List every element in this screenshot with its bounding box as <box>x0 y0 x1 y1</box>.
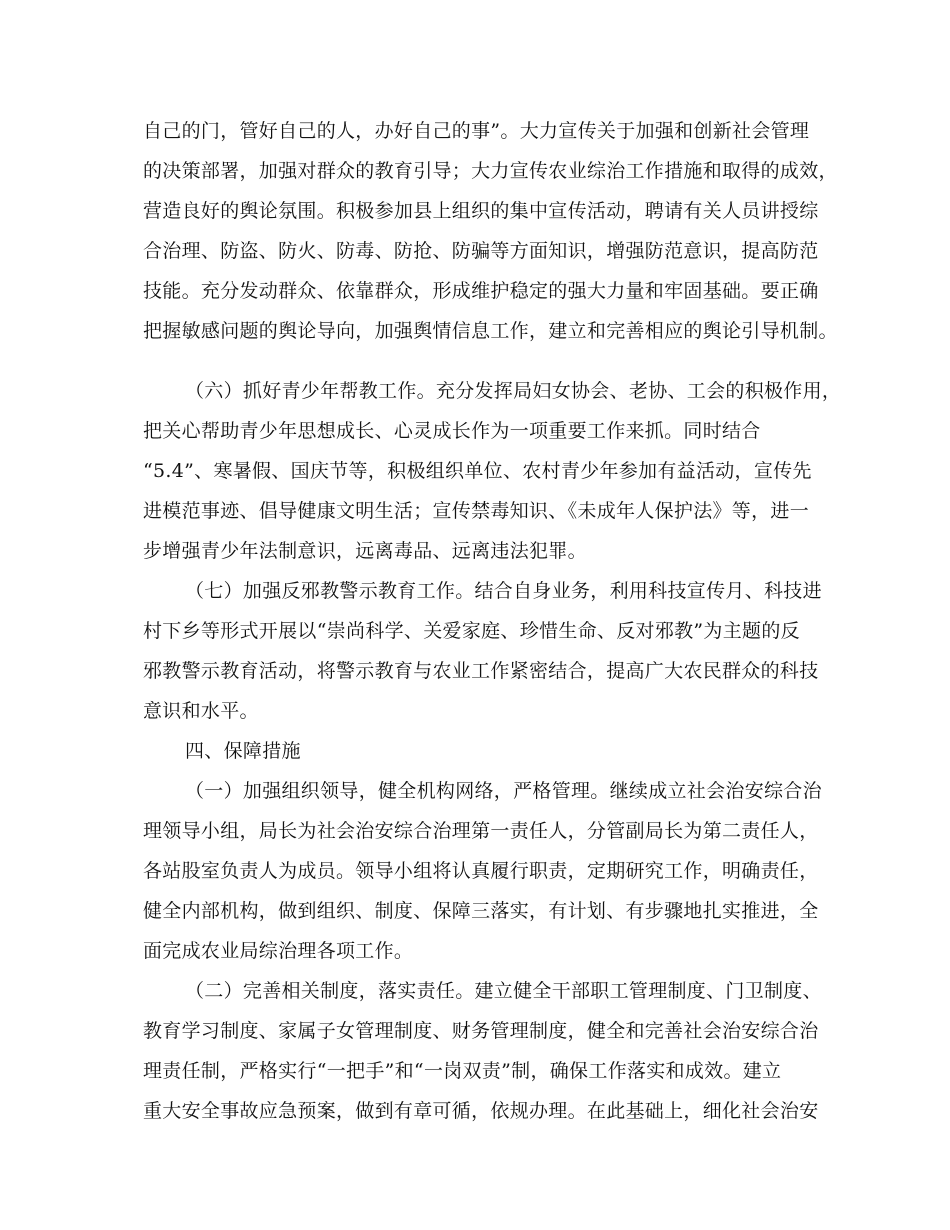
text-line: “5.4”、寒暑假、国庆节等，积极组织单位、农村青少年参加有益活动，宣传先 <box>143 460 812 482</box>
paragraph-start-line: （一）加强组织领导，健全机构网络，严格管理。继续成立社会治安综合治 <box>185 780 822 802</box>
text-line: 把握敏感问题的舆论导向，加强舆情信息工作，建立和完善相应的舆论引导机制。 <box>143 320 838 342</box>
text-line: 营造良好的舆论氛围。积极参加县上组织的集中宣传活动，聘请有关人员讲授综 <box>143 200 819 222</box>
text-line: 面完成农业局综治理各项工作。 <box>143 940 414 962</box>
text-line: 重大安全事故应急预案，做到有章可循，依规办理。在此基础上，细化社会治安 <box>143 1100 819 1122</box>
text-line: 村下乡等形式开展以“崇尚科学、关爱家庭、珍惜生命、反对邪教”为主题的反 <box>143 620 800 642</box>
text-line: 合治理、防盗、防火、防毒、防抢、防骗等方面知识，增强防范意识，提高防范 <box>143 240 819 262</box>
text-line: 进模范事迹、倡导健康文明生活；宣传禁毒知识、《未成年人保护法》等，进一 <box>143 500 810 522</box>
text-line: 理责任制，严格实行“一把手”和“一岗双责”制，确保工作落实和成效。建立 <box>143 1060 782 1082</box>
text-line: 理领导小组，局长为社会治安综合治理第一责任人，分管副局长为第二责任人， <box>143 820 819 842</box>
text-line: 的决策部署，加强对群众的教育引导；大力宣传农业综治工作措施和取得的成效， <box>143 160 838 182</box>
paragraph-start-line: （七）加强反邪教警示教育工作。结合自身业务，利用科技宣传月、科技进 <box>185 580 822 602</box>
text-line: 技能。充分发动群众、依靠群众，形成维护稳定的强大力量和牢固基础。要正确 <box>143 280 819 302</box>
paragraph-start-line: （六）抓好青少年帮教工作。充分发挥局妇女协会、老协、工会的积极作用， <box>185 380 842 402</box>
text-line: 把关心帮助青少年思想成长、心灵成长作为一项重要工作来抓。同时结合 <box>143 420 761 442</box>
text-line: 邪教警示教育活动，将警示教育与农业工作紧密结合，提高广大农民群众的科技 <box>143 660 819 682</box>
text-line: 健全内部机构，做到组织、制度、保障三落实，有计划、有步骤地扎实推进，全 <box>143 900 819 922</box>
text-line: 意识和水平。 <box>143 700 259 722</box>
text-line: 步增强青少年法制意识，远离毒品、远离违法犯罪。 <box>143 540 587 562</box>
section-heading: 四、保障措施 <box>185 740 301 762</box>
text-line: 各站股室负责人为成员。领导小组将认真履行职责，定期研究工作，明确责任， <box>143 860 819 882</box>
paragraph-start-line: （二）完善相关制度，落实责任。建立健全干部职工管理制度、门卫制度、 <box>185 980 822 1002</box>
text-line: 教育学习制度、家属子女管理制度、财务管理制度，健全和完善社会治安综合治 <box>143 1020 819 1042</box>
text-line: 自己的门，管好自己的人，办好自己的事”。大力宣传关于加强和创新社会管理 <box>143 120 810 142</box>
